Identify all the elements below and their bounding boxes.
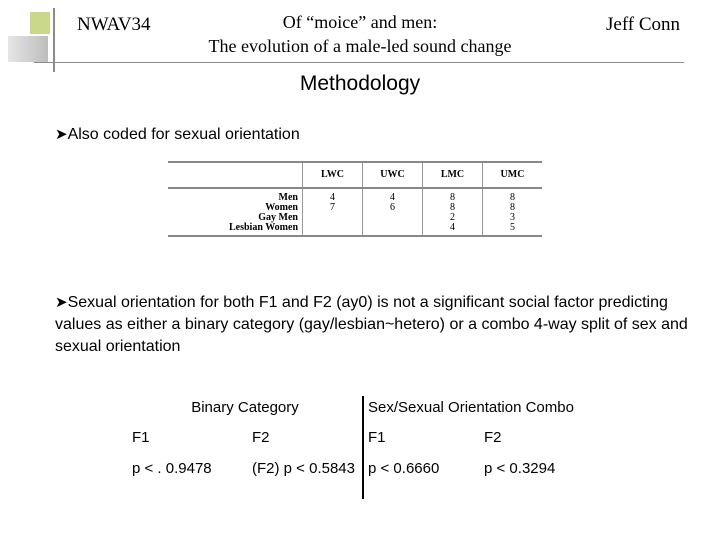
- table-cell: 8: [423, 188, 483, 203]
- table-row: [168, 203, 542, 213]
- section-heading: Methodology: [299, 72, 421, 95]
- arrow-bullet-icon: ➤: [55, 126, 68, 143]
- group-header-binary: Binary Category: [191, 399, 299, 416]
- title-line-1: Of “moice” and men:: [282, 12, 438, 32]
- table-cell: 8: [510, 202, 515, 213]
- table-row: [128, 455, 608, 499]
- coding-table-corner: [168, 162, 303, 188]
- coding-col-header: LWC: [303, 162, 363, 188]
- logo-square-green: [30, 12, 50, 34]
- table-cell: 3: [510, 212, 515, 223]
- logo-square-gray: [8, 36, 48, 62]
- author-name: Jeff Conn: [606, 14, 681, 35]
- p-value-cell: (F2) p < 0.5843: [252, 460, 355, 477]
- header-horizontal-rule: [34, 62, 684, 63]
- table-row: [168, 223, 542, 236]
- title-line-2: The evolution of a male-led sound change: [208, 36, 512, 56]
- slide-title: [180, 10, 540, 58]
- row-label: Men: [168, 188, 303, 203]
- coding-col-header: UMC: [483, 162, 543, 188]
- table-row: [168, 213, 542, 223]
- coding-col-header: LMC: [423, 162, 483, 188]
- table-cell: 4: [423, 223, 483, 236]
- table-cell: 6: [363, 203, 423, 213]
- coding-table: [168, 161, 542, 237]
- bullet-1-text: Also coded for sexual orientation: [67, 126, 300, 143]
- table-cell: [303, 213, 363, 223]
- row-label: Gay Men: [168, 213, 303, 223]
- p-value-cell: p < 0.6660: [363, 455, 484, 499]
- row-label: Women: [168, 203, 303, 213]
- bullet-2-text: Sexual orientation for both F1 and F2 (ay0) is not a significant social factor predicting values as either a binary category (gay/lesbian~hetero) or a combo 4-way split of sex and sexual orientation: [55, 294, 688, 355]
- bullet-1: [55, 124, 300, 146]
- table-cell: 5: [483, 223, 543, 236]
- subheader-cell: F1: [363, 425, 484, 455]
- table-cell: 4: [363, 188, 423, 203]
- subheader-cell: F2: [252, 429, 270, 446]
- coding-col-header: UWC: [363, 162, 423, 188]
- table-cell: 7: [303, 203, 363, 213]
- group-header-combo: Sex/Sexual Orientation Combo: [363, 396, 608, 425]
- table-cell: 4: [303, 188, 363, 203]
- results-table: [128, 396, 608, 499]
- table-cell: [363, 223, 423, 236]
- bullet-2: [55, 292, 705, 358]
- subheader-cell: F2: [484, 429, 502, 446]
- table-cell: 8: [423, 203, 483, 213]
- table-row: [128, 425, 608, 455]
- row-label: Lesbian Women: [168, 223, 303, 236]
- arrow-bullet-icon: ➤: [55, 294, 68, 311]
- table-cell: [303, 223, 363, 236]
- table-cell: [363, 213, 423, 223]
- subheader-cell: F1: [132, 429, 150, 446]
- table-cell: 8: [510, 192, 515, 203]
- table-cell: 2: [423, 213, 483, 223]
- table-row: [168, 188, 542, 203]
- p-value-cell: p < . 0.9478: [132, 460, 212, 477]
- conference-name: NWAV34: [77, 14, 151, 35]
- p-value-cell: p < 0.3294: [484, 460, 556, 477]
